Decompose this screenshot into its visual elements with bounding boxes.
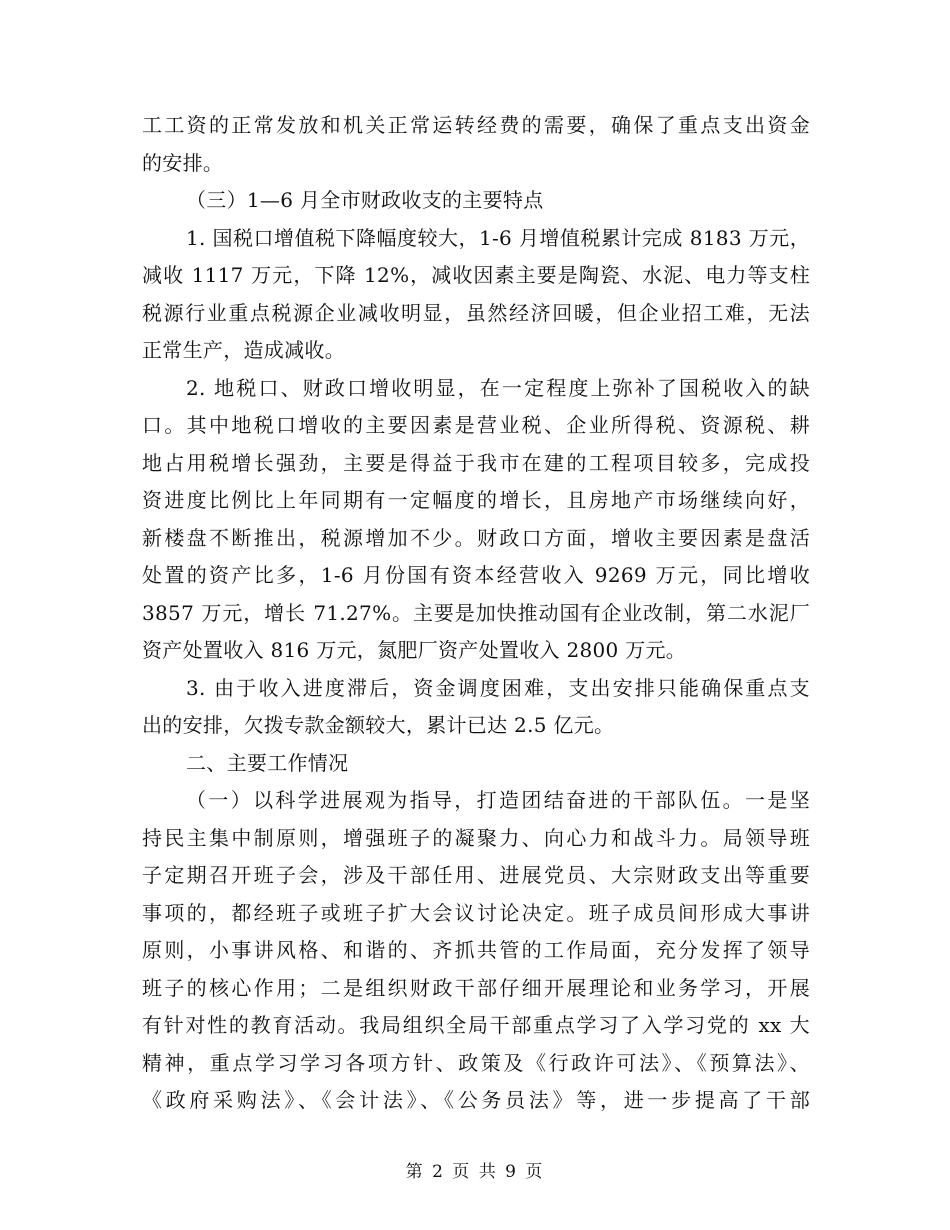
text-line: 出的安排，欠拨专款金额较大，累计已达 2.5 亿元。 xyxy=(142,713,615,737)
text-line: 有针对性的教育活动。我局组织全局干部重点学习了入学习党的 xx 大 xyxy=(142,1013,810,1037)
text-line: 新楼盘不断推出，税源增加不少。财政口方面，增收主要因素是盘活 xyxy=(142,525,810,550)
text-line: 减收 1117 万元，下降 12%，减收因素主要是陶瓷、水泥、电力等支柱 xyxy=(142,263,810,287)
text-line: 地占用税增长强劲，主要是得益于我市在建的工程项目较多，完成投 xyxy=(142,450,810,475)
text-line: 2. 地税口、财政口增收明显，在一定程度上弥补了国税收入的缺 xyxy=(186,375,810,400)
text-line: 子定期召开班子会，涉及干部任用、进展党员、大宗财政支出等重要 xyxy=(142,863,810,887)
text-line: 3857 万元，增长 71.27%。主要是加快推动国有企业改制，第二水泥厂 xyxy=(142,600,810,625)
text-line: 资进度比例比上年同期有一定幅度的增长，且房地产市场继续向好， xyxy=(142,488,810,512)
text-line: 3. 由于收入进度滞后，资金调度困难，支出安排只能确保重点支 xyxy=(186,675,810,700)
text-line: 口。其中地税口增收的主要因素是营业税、企业所得税、资源税、耕 xyxy=(142,413,810,437)
text-line: 税源行业重点税源企业减收明显，虽然经济回暖，但企业招工难，无法 xyxy=(142,300,810,325)
text-line: 正常生产，造成减收。 xyxy=(142,338,345,362)
text-line: 处置的资产比多，1-6 月份国有资本经营收入 9269 万元，同比增收 xyxy=(142,563,810,587)
text-line: 工工资的正常发放和机关正常运转经费的需要，确保了重点支出资金 xyxy=(142,113,810,137)
text-line: 的安排。 xyxy=(142,150,224,175)
text-line: 《政府采购法》、《会计法》、《公务员法》等，进一步提高了干部 xyxy=(142,1088,810,1112)
text-line: 资产处置收入 816 万元，氮肥厂资产处置收入 2800 万元。 xyxy=(142,638,687,662)
text-line: 班子的核心作用；二是组织财政干部仔细开展理论和业务学习，开展 xyxy=(142,975,810,1000)
page-footer: 第 2 页 共 9 页 xyxy=(405,1162,545,1182)
text-line: （三）1—6 月全市财政收支的主要特点 xyxy=(186,188,544,212)
text-line: 事项的，都经班子或班子扩大会议讨论决定。班子成员间形成大事讲 xyxy=(142,900,810,925)
text-line: 持民主集中制原则，增强班子的凝聚力、向心力和战斗力。局领导班 xyxy=(142,825,810,850)
text-line: 原则，小事讲风格、和谐的、齐抓共管的工作局面，充分发挥了领导 xyxy=(142,938,810,962)
text-line: 1. 国税口增值税下降幅度较大，1-6 月增值税累计完成 8183 万元， xyxy=(186,225,810,250)
text-line: （一）以科学进展观为指导，打造团结奋进的干部队伍。一是坚 xyxy=(186,788,810,812)
text-line: 二、主要工作情况 xyxy=(186,750,349,775)
document-body xyxy=(142,107,810,1120)
text-line: 精神，重点学习学习各项方针、政策及《行政许可法》、《预算法》、 xyxy=(142,1050,810,1075)
